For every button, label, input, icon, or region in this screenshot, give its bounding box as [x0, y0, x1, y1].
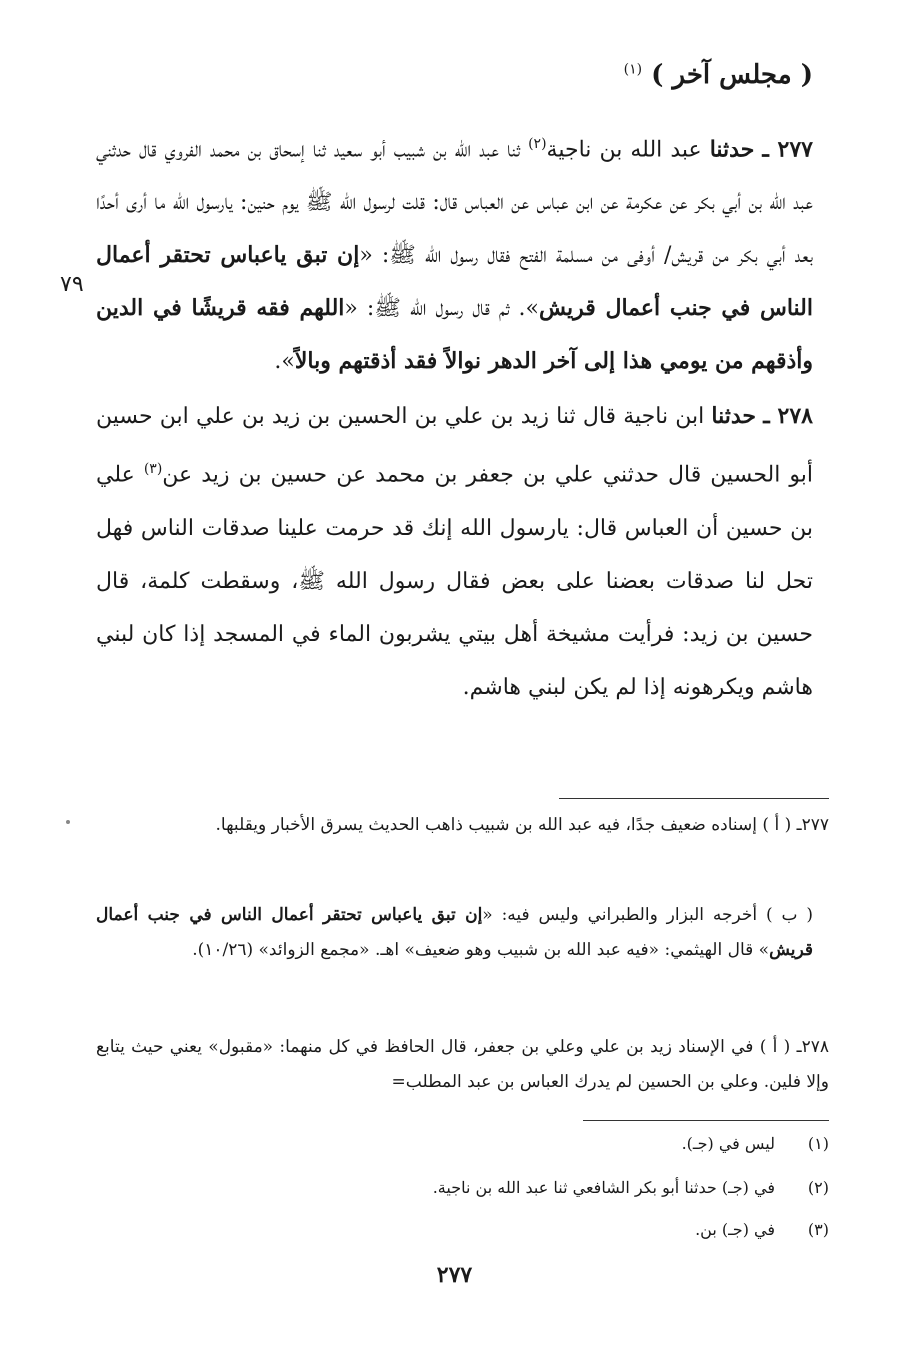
hadith-277: [96, 118, 813, 388]
footnote-separator: [559, 798, 829, 799]
hadith-quote: إن تبق ياعباس تحتقر أعمال الناس في جنب أعمال قريش: [96, 242, 813, 322]
hadith-278: [96, 390, 813, 713]
hadith-text: ».: [274, 349, 295, 375]
footnote-text: » قال الهيثمي: «فيه عبد الله بن شبيب وهو ضعيف» اهـ. «مجمع الزوائد» (١٠/٢٦).: [192, 940, 770, 960]
note-text: ليس في (جـ).: [681, 1134, 775, 1153]
hadith-text: ابن ناجية قال ثنا زيد بن علي بن الحسين بن زيد بن علي ابن حسين أبو الحسين قال حدثني علي بن جعفر بن محمد عن حسين بن زيد عن: [96, 404, 814, 488]
hadith-number: ٢٧٧ ـ: [762, 136, 813, 163]
footnote-277b: [96, 898, 829, 968]
note-item: [96, 1134, 829, 1153]
heading-text: ( مجلس آخر ): [651, 60, 813, 90]
hadith-number: ٢٧٨ ـ: [763, 403, 813, 430]
note-number: (١): [807, 1134, 829, 1153]
hadith-quote: اللهم فقه قريشًا في الدين وأذقهم من يومي هذا إلى آخر الدهر نوالاً فقد أذقتهم وبالاً: [96, 295, 813, 375]
note-item: [96, 1220, 829, 1239]
hadith-lead: حدثنا: [709, 136, 755, 163]
hadith-text: علي بن حسين أن العباس قال: يارسول الله إنك قد حرمت علينا صدقات الناس فهل تحل لنا صدقات بعضنا على بعض فقال رسول الله ﷺ، وسقطت كلمة، قال حسين بن زيد: فرأيت مشيخة أهل بيتي يشربون الماء في المسجد إذا كان لبني هاشم ويكرهونه إذا لم يكن لبني هاشم.: [96, 462, 813, 700]
footnote-quote: إن تبق ياعباس تحتقر أعمال الناس في جنب أعمال قريش: [96, 905, 813, 960]
footnote-277a: ٢٧٧ـ ( أ ) إسناده ضعيف جدًا، فيه عبد الله بن شبيب ذاهب الحديث يسرق الأخبار ويقلبها.: [215, 815, 829, 835]
hadith-text: ثنا عبد الله بن شبيب أبو سعيد ثنا إسحاق بن محمد الفروي قال حدثني عبد الله بن أبي بكر عن عكرمة عن ابن عباس عن العباس قال: قلت لرسول الله ﷺ يوم حنين: يارسول الله ما أرى أحدًا بعد أبي بكر من قريش/ أوفى من مسلمة الفتح فقال رسول الله ﷺ: «: [96, 137, 813, 269]
hadith-text: عبد الله بن ناجية: [546, 137, 710, 163]
notes-separator: [583, 1120, 829, 1121]
manuscript-page-marker: ٧٩: [60, 272, 84, 297]
note-text: في (جـ) حدثنا أبو بكر الشافعي ثنا عبد الله بن ناجية.: [432, 1178, 775, 1197]
heading-footnote-ref: (١): [623, 61, 643, 78]
page-number: ٢٧٧: [436, 1262, 473, 1288]
note-number: (٢): [807, 1178, 829, 1197]
note-item: [96, 1178, 829, 1197]
hadith-text: ». ثم قال رسول الله ﷺ: «: [344, 296, 539, 322]
note-text: في (جـ) بن.: [695, 1220, 775, 1239]
scan-speck: [66, 820, 70, 824]
note-number: (٣): [807, 1220, 829, 1239]
footnote-278a: ٢٧٨ـ ( أ ) في الإسناد زيد بن علي وعلي بن جعفر، قال الحافظ في كل منهما: «مقبول» يعني حيث يتابع وإلا فلين. وعلي بن الحسين لم يدرك العباس بن عبد المطلب=: [96, 1037, 829, 1092]
footnote-ref: (٣): [143, 461, 163, 478]
hadith-lead: حدثنا: [711, 403, 757, 430]
footnote-ref: (٢): [528, 136, 547, 152]
footnote-text: ( ب ) أخرجه البزار والطبراني وليس فيه: «: [482, 905, 813, 925]
main-text: [96, 118, 813, 714]
section-heading: [624, 60, 813, 90]
